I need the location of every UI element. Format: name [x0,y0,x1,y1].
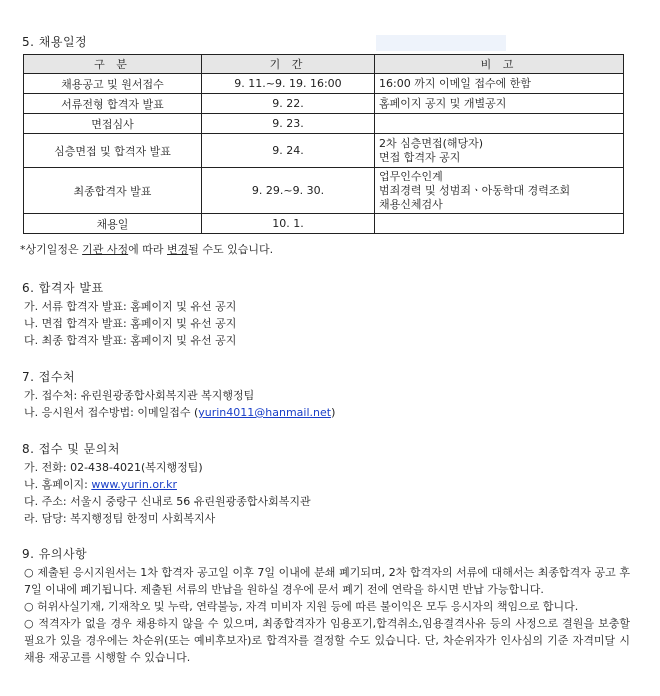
row-category: 최종합격자 발표 [24,168,202,214]
schedule-footnote [20,241,273,257]
row-note [375,168,624,214]
list-item: 가. 접수처: 유린원광종합사회복지관 복지행정팀 [24,389,255,402]
item-text: 나. 응시원서 접수방법: 이메일접수 ( [24,406,199,419]
table-row [24,114,624,134]
homepage-link[interactable]: www.yurin.or.kr [91,478,177,491]
table-row [24,134,624,168]
row-period: 9. 22. [202,94,375,114]
row-period: 9. 11.~9. 19. 16:00 [202,74,375,94]
row-category: 면접심사 [24,114,202,134]
header-category: 구 분 [24,55,202,74]
watermark-overlay [376,35,506,51]
list-item: 라. 담당: 복지행정팀 한정미 사회복지사 [24,512,216,525]
list-item: 다. 최종 합격자 발표: 홈페이지 및 유선 공지 [24,334,237,347]
footnote-text: 에 따라 [128,243,168,256]
notice-paragraph: ○ 적격자가 없을 경우 채용하지 않을 수 있으며, 최종합격자가 임용포기,합격취소,임용결격사유 등의 사정으로 결원을 보충할 필요가 있을 경우에는 차순위(또는 예비후보자)로 합격자를 결정할 수도 있습니다. 단, 차순위자가 인사심의 기준 자격미달 시 채용 재공고를 시행할 수 있습니다. [24,617,630,664]
note-line: 채용신체검사 [379,197,443,211]
row-category: 심층면접 및 합격자 발표 [24,134,202,168]
table-row [24,74,624,94]
item-text: 나. 홈페이지: [24,478,92,491]
footnote-underline: 기관 사정 [82,243,129,256]
header-period: 기 간 [202,55,375,74]
section-7-title: 7. 접수처 [22,370,76,384]
header-note: 비 고 [375,55,624,74]
table-row [24,214,624,234]
list-item [24,476,177,492]
list-item: 가. 서류 합격자 발표: 홈페이지 및 유선 공지 [24,300,237,313]
note-line: 면접 합격자 공지 [379,150,461,164]
row-note [375,114,624,134]
row-note: 홈페이지 공지 및 개별공지 [375,94,624,114]
section-9-title: 9. 유의사항 [22,547,88,561]
section-6-title: 6. 합격자 발표 [22,281,104,295]
row-period: 9. 29.~9. 30. [202,168,375,214]
note-line: 범죄경력 및 성범죄ㆍ아동학대 경력조회 [379,183,571,197]
list-item: 다. 주소: 서울시 중랑구 신내로 56 유린원광종합사회복지관 [24,495,311,508]
row-period: 9. 23. [202,114,375,134]
section-5-title: 5. 채용일정 [22,35,88,49]
row-period: 9. 24. [202,134,375,168]
notice-paragraph: ○ 허위사실기재, 기재착오 및 누락, 연락불능, 자격 미비자 지원 등에 따른 불이익은 모두 응시자의 책임으로 합니다. [24,600,579,613]
schedule-table [23,54,624,234]
list-item: 가. 전화: 02-438-4021(복지행정팀) [24,461,203,474]
table-row [24,94,624,114]
note-line: 업무인수인계 [379,169,443,183]
list-item [24,404,335,420]
footnote-text: *상기일정은 [20,243,83,256]
section-8-title: 8. 접수 및 문의처 [22,442,120,456]
row-note: 16:00 까지 이메일 접수에 한함 [375,74,624,94]
list-item: 나. 면접 합격자 발표: 홈페이지 및 유선 공지 [24,317,237,330]
table-header-row [24,55,624,74]
row-category: 서류전형 합격자 발표 [24,94,202,114]
row-period: 10. 1. [202,214,375,234]
row-category: 채용공고 및 원서접수 [24,74,202,94]
note-line: 2차 심층면접(해당자) [379,136,484,150]
item-text: ) [331,406,336,419]
email-link[interactable]: yurin4011@hanmail.net [198,406,332,419]
row-category: 채용일 [24,214,202,234]
row-note [375,134,624,168]
footnote-text: 될 수도 있습니다. [188,243,274,256]
table-row [24,168,624,214]
footnote-underline: 변경 [167,243,189,256]
row-note [375,214,624,234]
notice-paragraph: ○ 제출된 응시지원서는 1차 합격자 공고일 이후 7일 이내에 분쇄 폐기되며, 2차 합격자의 서류에 대해서는 최종합격자 공고 후 7일 이내에 폐기됩니다. 제출된 서류의 반납을 원하실 경우에 문서 폐기 전에 연락을 하시면 반납 가능합니다. [24,566,630,596]
